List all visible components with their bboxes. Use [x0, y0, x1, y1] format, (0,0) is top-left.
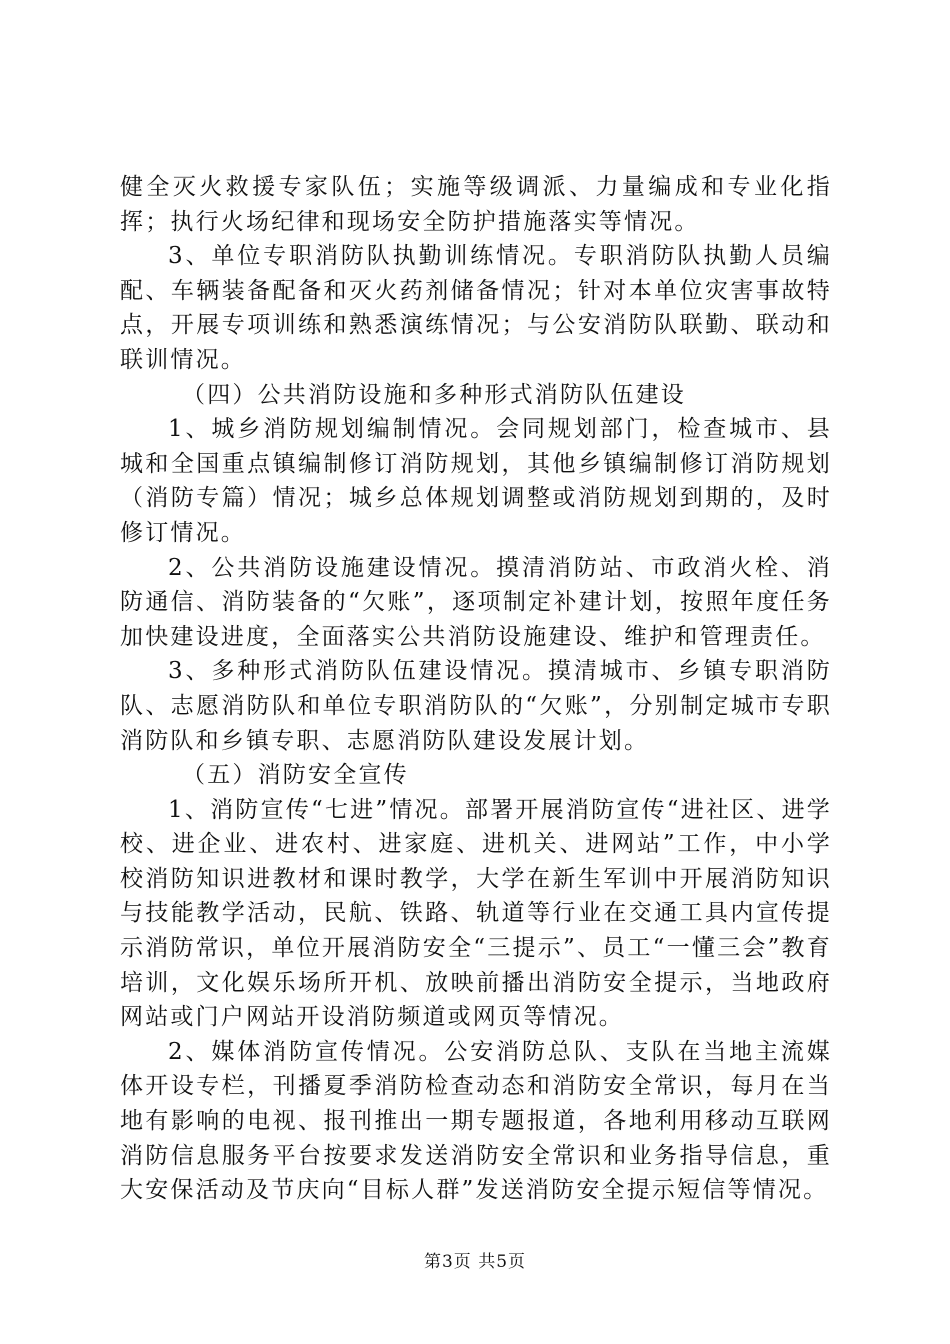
paragraph-item-1-seven-entries: 1、消防宣传“七进”情况。部署开展消防宣传“进社区、进学校、进企业、进农村、进家庭、进机关、进网站”工作，中小学校消防知识进教材和课时教学，大学在新生军训中开展消防知识与技能教学活动，民航、铁路、轨道等行业在交通工具内宣传提示消防常识，单位开展消防安全“三提示”、员工“一懂三会”教育培训，文化娱乐场所开机、放映前播出消防安全提示，当地政府网站或门户网站开设消防频道或网页等情况。	[120, 796, 832, 1031]
paragraph-item-3-unit-brigade: 3、单位专职消防队执勤训练情况。专职消防队执勤人员编配、车辆装备配备和灭火药剂储备情况；针对本单位灾害事故特点，开展专项训练和熟悉演练情况；与公安消防队联勤、联动和联训情况。	[120, 243, 832, 373]
page-footer: 第3页 共5页	[423, 1252, 527, 1272]
paragraph-item-2-facilities: 2、公共消防设施建设情况。摸清消防站、市政消火栓、消防通信、消防装备的“欠账”，逐项制定补建计划，按照年度任务加快建设进度，全面落实公共消防设施建设、维护和管理责任。	[120, 554, 832, 650]
paragraph-continuation: 健全灭火救援专家队伍；实施等级调派、力量编成和专业化指挥；执行火场纪律和现场安全防护措施落实等情况。	[120, 174, 832, 235]
section-heading-5: （五）消防安全宣传	[182, 762, 409, 789]
paragraph-item-1-planning: 1、城乡消防规划编制情况。会同规划部门，检查城市、县城和全国重点镇编制修订消防规划，其他乡镇编制修订消防规划（消防专篇）情况；城乡总体规划调整或消防规划到期的，及时修订情况。	[120, 416, 832, 546]
section-heading-4: （四）公共消防设施和多种形式消防队伍建设	[182, 381, 686, 408]
paragraph-item-2-media: 2、媒体消防宣传情况。公安消防总队、支队在当地主流媒体开设专栏，刊播夏季消防检查动态和消防安全常识，每月在当地有影响的电视、报刊推出一期专题报道，各地利用移动互联网消防信息服务平台按要求发送消防安全常识和业务指导信息，重大安保活动及节庆向“目标人群”发送消防安全提示短信等情况。	[120, 1038, 832, 1204]
paragraph-item-3-brigades: 3、多种形式消防队伍建设情况。摸清城市、乡镇专职消防队、志愿消防队和单位专职消防队的“欠账”，分别制定城市专职消防队和乡镇专职、志愿消防队建设发展计划。	[120, 658, 832, 754]
document-body	[120, 170, 832, 1208]
